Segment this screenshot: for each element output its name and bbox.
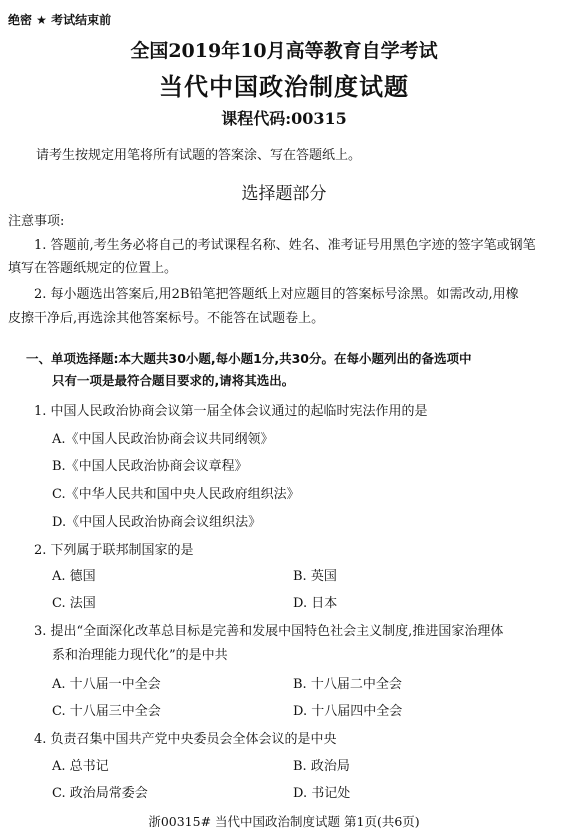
question-2-option-d: D. 日本 — [293, 596, 338, 611]
page-footer: 浙00315# 当代中国政治制度试题 第1页(共6页) — [148, 814, 420, 829]
secret-mark: 绝密 ★ 考试结束前 — [8, 13, 112, 27]
part1-heading-line-1: 一、单项选择题:本大题共30小题,每小题1分,共30分。在每小题列出的备选项中 — [26, 351, 472, 366]
note-1-line-2: 填写在答题纸规定的位置上。 — [8, 261, 178, 276]
question-2-stem: 2. 下列属于联邦制国家的是 — [34, 543, 194, 558]
question-4-option-d: D. 书记处 — [293, 786, 351, 801]
question-1-option-b: B.《中国人民政治协商会议章程》 — [52, 459, 248, 474]
question-4-stem: 4. 负责召集中国共产党中央委员会全体会议的是中央 — [34, 732, 337, 747]
question-2-option-b: B. 英国 — [293, 569, 337, 584]
question-2-option-a: A. 德国 — [52, 569, 96, 584]
question-3-option-d: D. 十八届四中全会 — [293, 704, 403, 719]
exam-session-line: 全国2019年10月高等教育自学考试 — [130, 40, 438, 62]
note-2-line-1: 2. 每小题选出答案后,用2B铅笔把答题纸上对应题目的答案标号涂黑。如需改动,用橡 — [34, 287, 519, 302]
question-3-stem-line-1: 3. 提出“全面深化改革总目标是完善和发展中国特色社会主义制度,推进国家治理体 — [34, 624, 504, 639]
note-1-line-1: 1. 答题前,考生务必将自己的考试课程名称、姓名、准考证号用黑色字迹的签字笔或钢笔 — [34, 238, 536, 253]
question-4-option-c: C. 政治局常委会 — [52, 786, 148, 801]
answer-instruction: 请考生按规定用笔将所有试题的答案涂、写在答题纸上。 — [36, 148, 362, 163]
question-1-option-c: C.《中华人民共和国中央人民政府组织法》 — [52, 487, 300, 502]
question-3-option-c: C. 十八届三中全会 — [52, 704, 161, 719]
course-code: 课程代码:00315 — [221, 109, 347, 128]
question-3-option-a: A. 十八届一中全会 — [52, 677, 161, 692]
question-1-option-d: D.《中国人民政治协商会议组织法》 — [52, 515, 262, 530]
section-title: 选择题部分 — [241, 184, 327, 204]
question-3-stem-line-2: 系和治理能力现代化”的是中共 — [52, 648, 228, 663]
question-2-option-c: C. 法国 — [52, 596, 96, 611]
question-3-option-b: B. 十八届二中全会 — [293, 677, 402, 692]
part1-heading-line-2: 只有一项是最符合题目要求的,请将其选出。 — [52, 373, 295, 388]
question-4-option-b: B. 政治局 — [293, 759, 350, 774]
question-4-option-a: A. 总书记 — [52, 759, 109, 774]
notes-heading: 注意事项: — [8, 214, 65, 229]
question-1-stem: 1. 中国人民政治协商会议第一届全体会议通过的起临时宪法作用的是 — [34, 404, 428, 419]
note-2-line-2: 皮擦干净后,再选涂其他答案标号。不能答在试题卷上。 — [8, 311, 325, 326]
page-title: 当代中国政治制度试题 — [159, 73, 409, 101]
question-1-option-a: A.《中国人民政治协商会议共同纲领》 — [52, 432, 274, 447]
